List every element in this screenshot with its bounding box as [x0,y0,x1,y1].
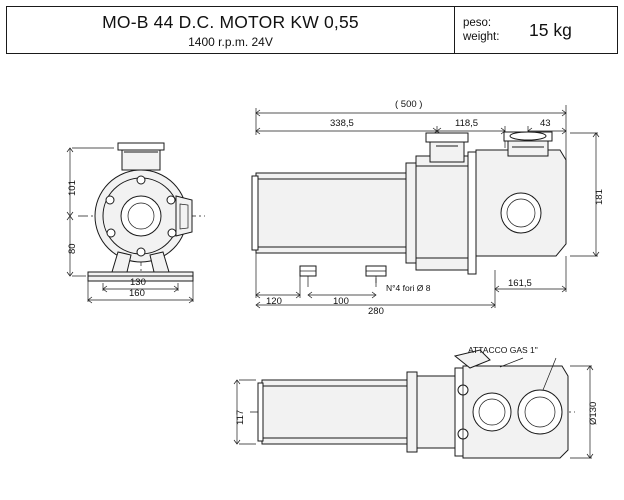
side-dim-base-left: 120 [266,296,282,307]
side-dim-flange: 43 [540,118,551,129]
weight-value: 15 kg [529,19,572,40]
front-dim-width-inner: 130 [130,277,146,288]
side-dim-base-right: 280 [368,306,384,317]
front-dim-height-bottom: 80 [67,243,78,254]
bottom-view [234,350,593,458]
side-dim-base-center: 100 [333,296,349,307]
side-dim-overall: ( 500 ) [395,99,423,110]
bottom-note-gas-port: ATTACCO GAS 1" [468,345,538,355]
page-subtitle: 1400 r.p.m. 24V [188,34,273,49]
front-dim-width-base: 160 [129,288,145,299]
weight-label-english: weight: [463,31,500,43]
side-dim-pump-body: 118,5 [455,118,479,129]
side-dim-base-offset: 161,5 [508,278,532,289]
side-dim-motor-length: 338,5 [330,118,354,129]
side-note-holes: N°4 fori Ø 8 [386,283,431,293]
page-title: MO-B 44 D.C. MOTOR KW 0,55 [102,11,359,32]
front-dim-height-top: 101 [67,180,78,196]
bottom-dim-diameter: Ø130 [588,401,599,425]
side-dim-height-right: 181 [594,189,605,205]
side-elevation-view [252,105,599,308]
weight-label-italian: peso: [463,17,492,29]
bottom-dim-height: 117 [235,409,246,425]
